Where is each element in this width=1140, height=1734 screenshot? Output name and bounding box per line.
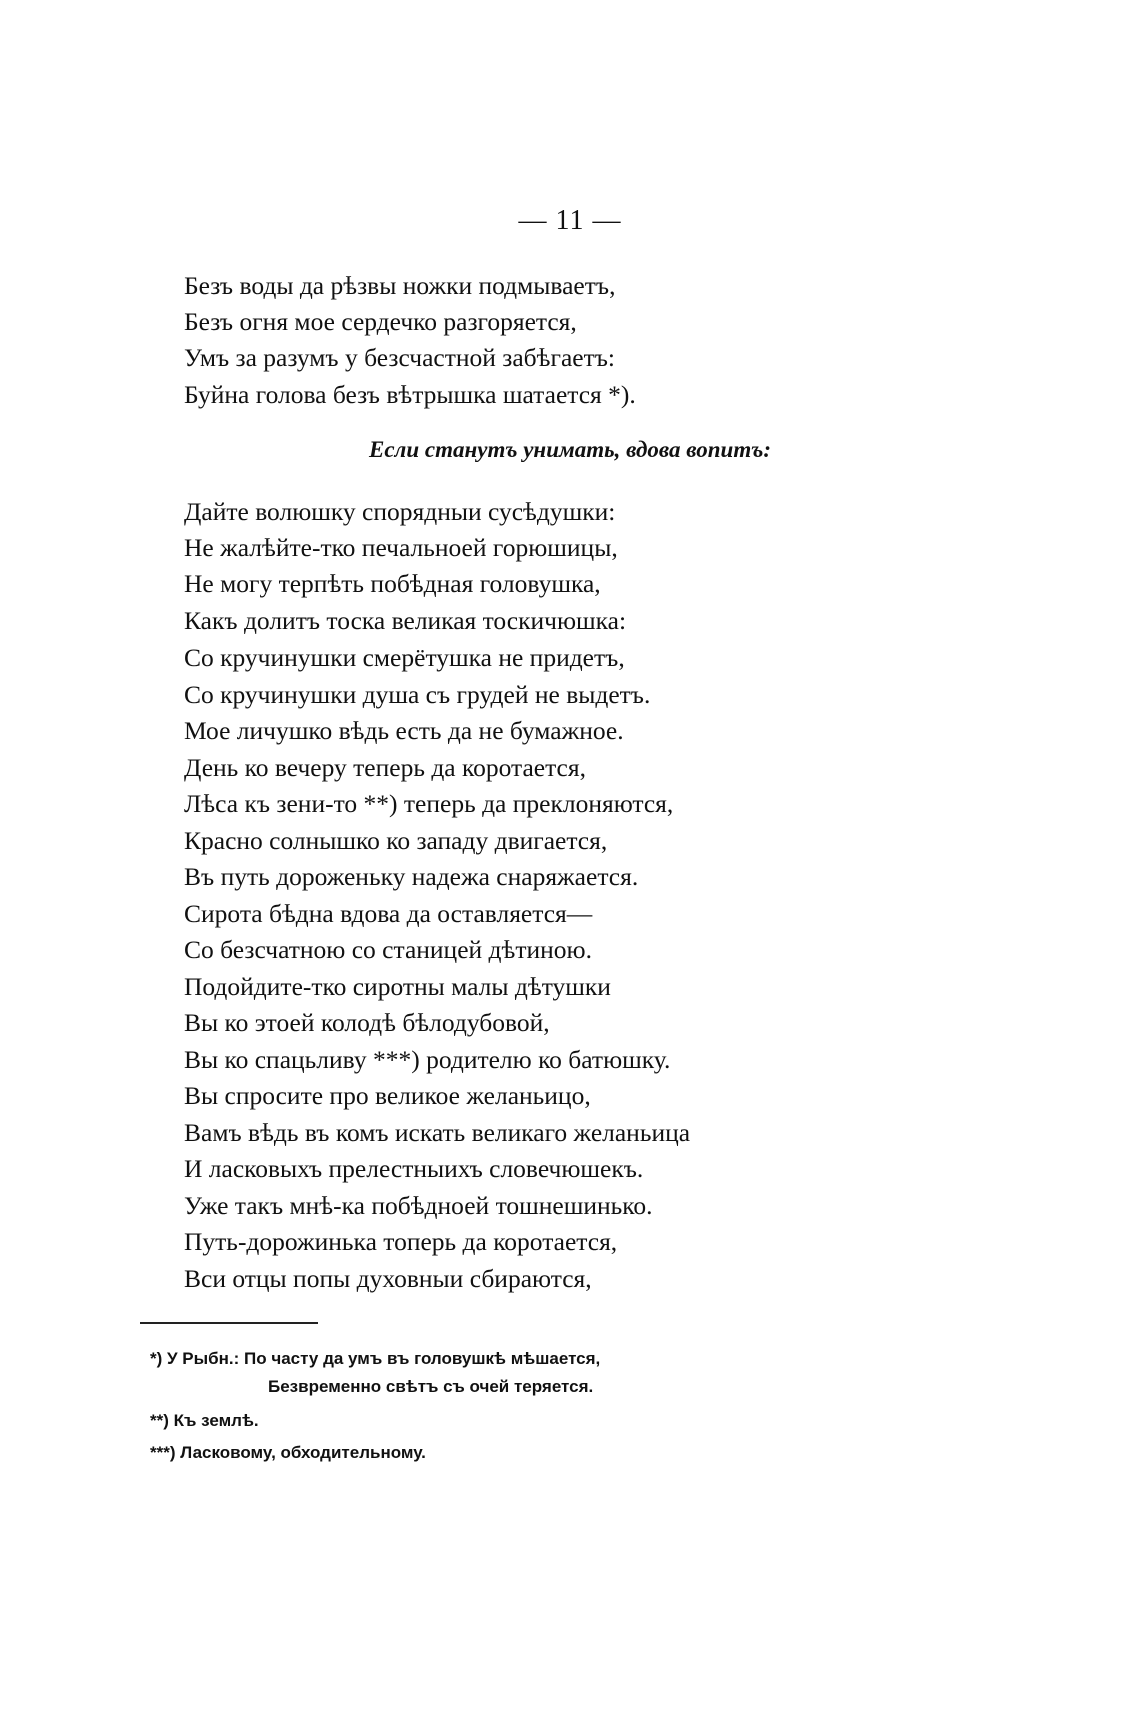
footnote: ***) Ласковому, обходительному.: [150, 1443, 426, 1462]
line-text: Вы ко спацьливу ***) родителю ко батюшку.: [184, 1045, 671, 1074]
line-text: Путь-дорожинька топерь да коротается,: [184, 1227, 618, 1256]
line-text: Уже такъ мнѣ-ка побѣдноей тошнешинько.: [184, 1191, 653, 1220]
footnote-divider: [140, 1322, 318, 1324]
line-text: Не жалѣйте-тко печальноей горюшицы,: [184, 533, 618, 562]
line-text: Со кручинушки душа съ грудей не выдетъ.: [184, 680, 651, 709]
line-text: Буйна голова безъ вѣтрышка шатается *).: [184, 380, 636, 409]
page-number: — 11 —: [518, 205, 622, 236]
line-text: Умъ за разумъ у безсчастной забѣгаетъ:: [184, 343, 616, 372]
line-text: Вси отцы попы духовныи сбираются,: [184, 1264, 592, 1293]
line-text: Лѣса къ зени-то **) теперь да преклоняются,: [184, 789, 674, 818]
line-text: Вы ко этоей колодѣ бѣлодубовой,: [184, 1008, 550, 1037]
line-text: Какъ долитъ тоска великая тоскичюшка:: [184, 606, 627, 635]
line-text: Безъ огня мое сердечко разгоряется,: [184, 307, 577, 336]
footnote-continuation: Безвременно свѣтъ съ очей теряется.: [268, 1377, 594, 1396]
line-text: Вамъ вѣдь въ комъ искать великаго желаньица: [184, 1118, 691, 1147]
line-text: Вы спросите про великое желаньицо,: [184, 1081, 591, 1110]
line-text: Въ путь дороженьку надежа снаряжается.: [184, 862, 639, 891]
line-text: И ласковыхъ прелестныихъ словечюшекъ.: [184, 1154, 644, 1183]
line-text: Красно солнышко ко западу двигается,: [184, 826, 608, 855]
section-heading: Если станутъ унимать, вдова вопитъ:: [369, 437, 771, 462]
line-text: Сирота бѣдна вдова да оставляется—: [184, 899, 593, 928]
line-text: Подойдите-тко сиротны малы дѣтушки: [184, 972, 611, 1001]
line-text: Со кручинушки смерётушка не придетъ,: [184, 643, 625, 672]
footnote: *) У Рыбн.: По часту да умъ въ головушкѣ мѣшается,: [150, 1349, 601, 1368]
footnote: **) Къ землѣ.: [150, 1411, 259, 1430]
line-text: День ко вечеру теперь да коротается,: [184, 753, 586, 782]
line-text: Безъ воды да рѣзвы ножки подмываетъ,: [184, 271, 616, 300]
line-text: Дайте волюшку спорядныи сусѣдушки:: [184, 497, 616, 526]
line-text: Мое личушко вѣдь есть да не бумажное.: [184, 716, 624, 745]
line-text: Не могу терпѣть побѣдная головушка,: [184, 569, 601, 598]
line-text: Со безсчатною со станицей дѣтиною.: [184, 935, 592, 964]
